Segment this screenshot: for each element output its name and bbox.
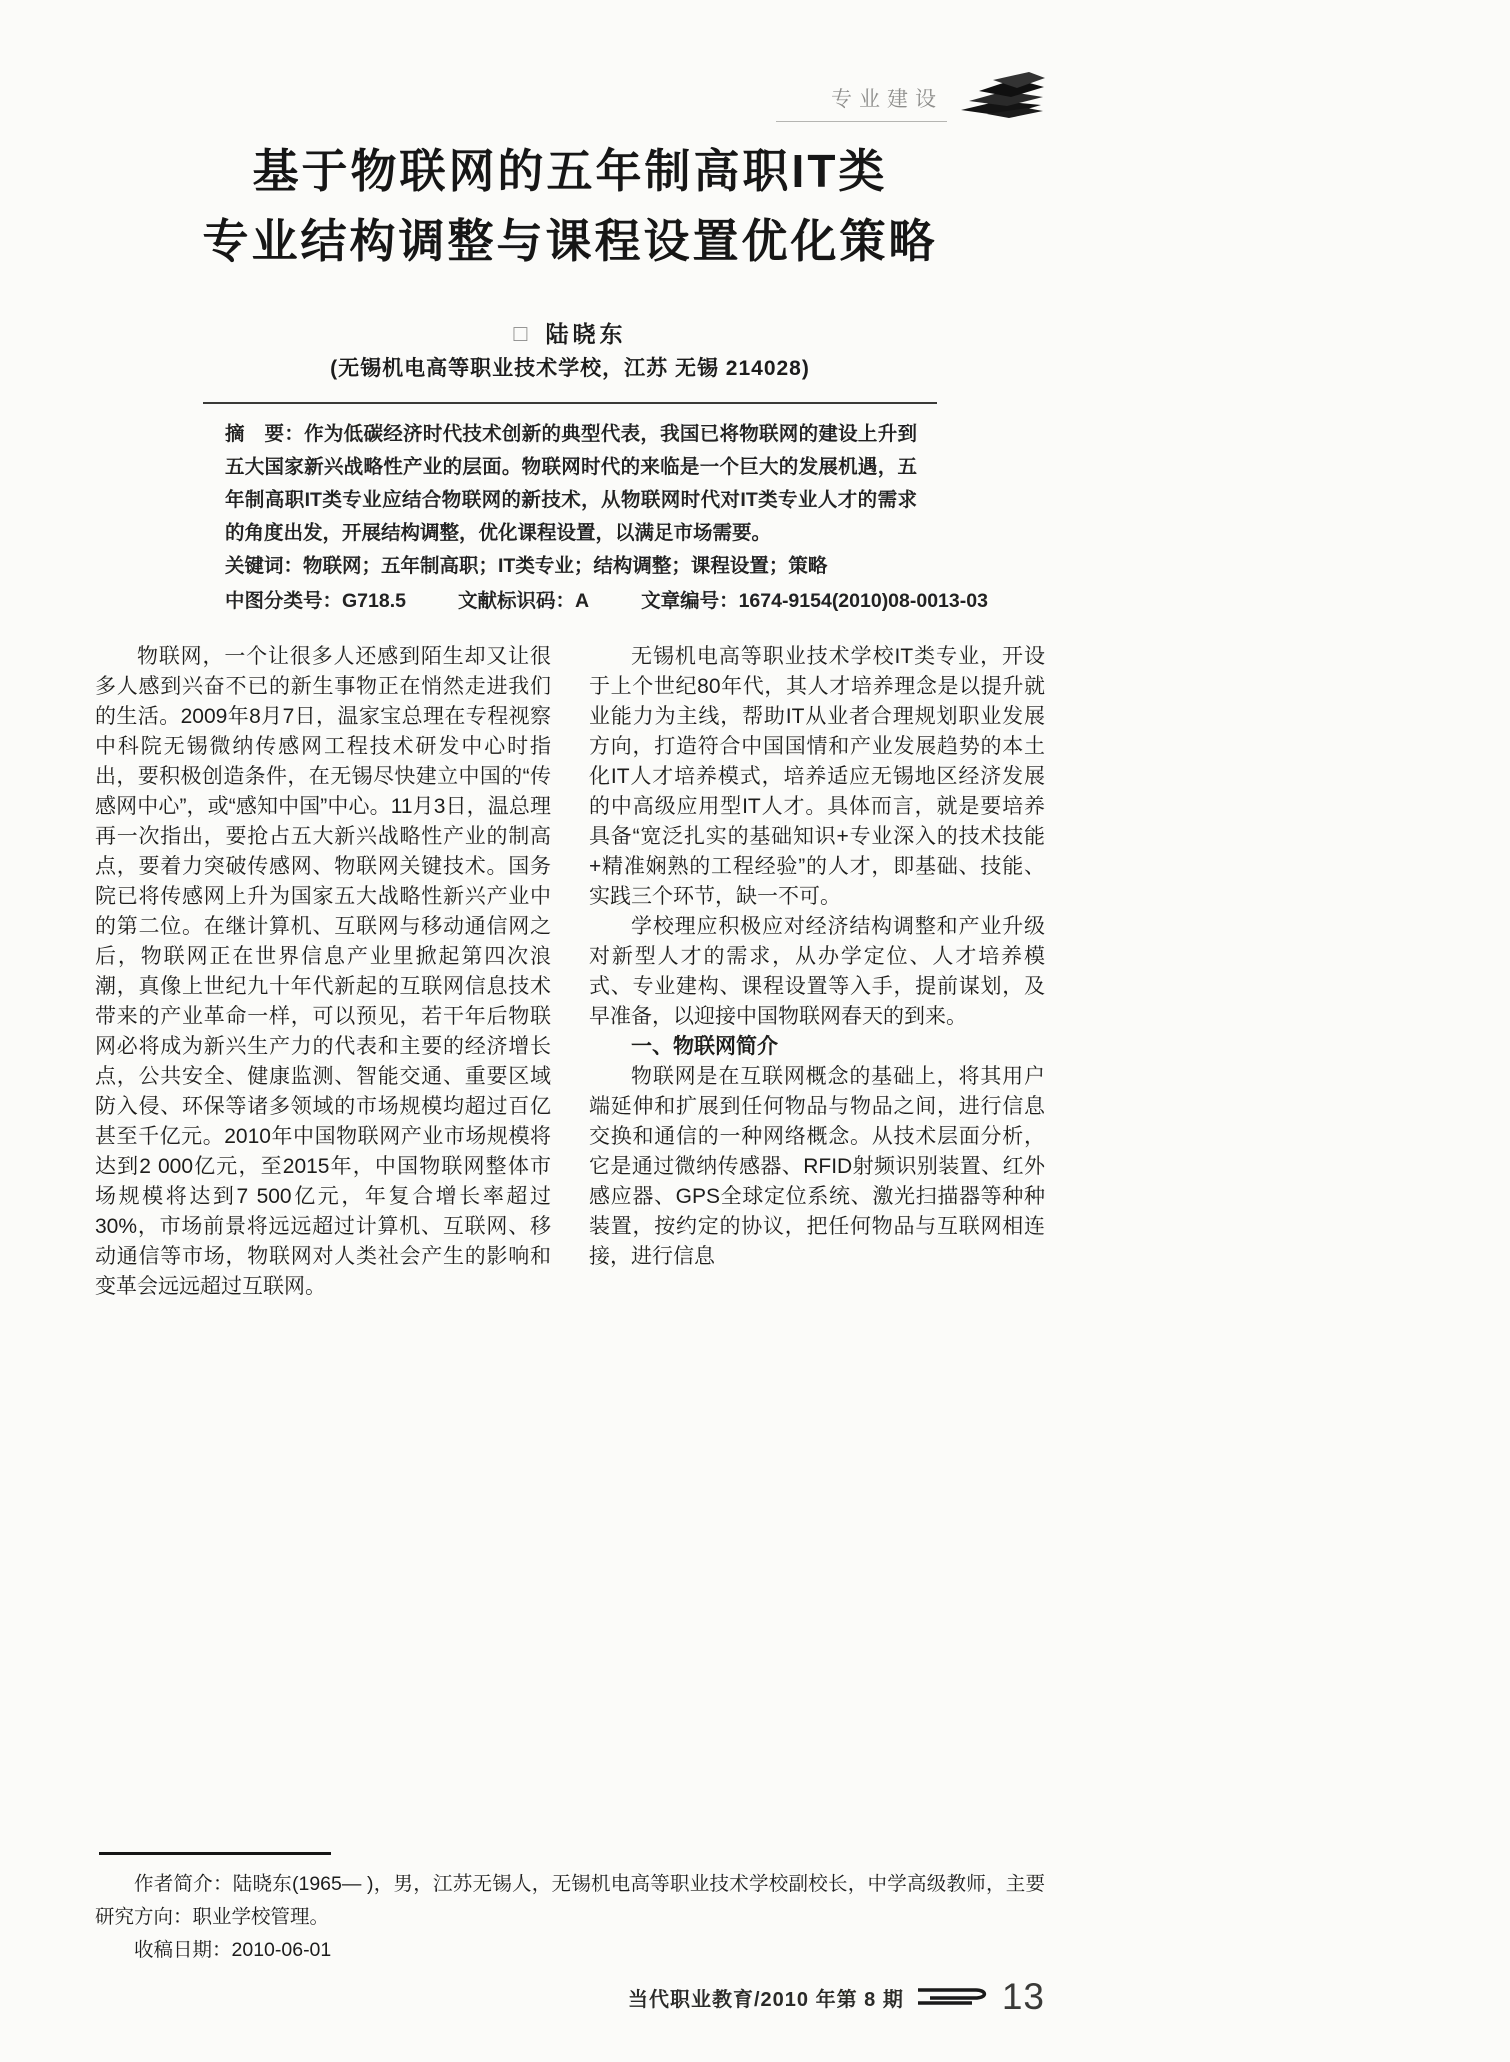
page-content <box>95 0 1045 2062</box>
abstract-divider-rule <box>203 402 937 404</box>
article-title-line2: 专业结构调整与课程设置优化策略 <box>202 215 938 267</box>
keywords-text: 物联网；五年制高职；IT类专业；结构调整；课程设置；策略 <box>303 555 828 577</box>
section-heading: 一、物联网简介 <box>631 1035 778 1058</box>
author-bio: 作者简介：陆晓东(1965— )，男，江苏无锡人，无锡机电高等职业技术学校副校长，中学高级教师，主要研究方向：职业学校管理。 <box>95 1873 1045 1928</box>
author-name: 陆晓东 <box>545 321 627 347</box>
page-number: 13 <box>1001 1976 1045 2017</box>
paragraph: 物联网是在互联网概念的基础上，将其用户端延伸和扩展到任何物品与物品之间，进行信息交换和通信的一种网络概念。从技术层面分析，它是通过微纳传感器、RFID射频识别装置、红外感应器、GPS全球定位系统、激光扫描器等种种装置，按约定的协议，把任何物品与互联网相连接，进行信息 <box>589 1065 1045 1268</box>
document-code: 文献标识码：A <box>457 590 590 612</box>
squiggle-lines-icon <box>916 1982 990 2013</box>
keywords-paragraph <box>225 550 917 583</box>
section-label: 专业建设 <box>776 83 947 122</box>
body-left-column <box>95 642 551 1302</box>
section-header <box>776 70 1045 122</box>
paragraph: 学校理应积极应对经济结构调整和产业升级对新型人才的需求，从办学定位、人才培养模式、专业建构、课程设置等入手，提前谋划，及早准备，以迎接中国物联网春天的到来。 <box>589 915 1045 1028</box>
keywords-label: 关键词： <box>225 555 304 577</box>
received-date: 收稿日期：2010-06-01 <box>134 1939 332 1961</box>
abstract-paragraph <box>225 418 917 550</box>
paragraph: 无锡机电高等职业技术学校IT类专业，开设于上个世纪80年代，其人才培养理念是以提升就业能力为主线，帮助IT从业者合理规划职业发展方向，打造符合中国国情和产业发展趋势的本土化IT人才培养模式，培养适应无锡地区经济发展的中高级应用型IT人才。具体而言，就是要培养具备“宽泛扎实的基础知识+专业深入的技术技能+精准娴熟的工程经验”的人才，即基础、技能、实践三个环节，缺一不可。 <box>589 645 1045 908</box>
article-title <box>95 136 1045 276</box>
journal-issue-label: 当代职业教育/2010 年第 8 期 <box>628 1988 904 2011</box>
clc-number: 中图分类号：G718.5 <box>225 590 406 612</box>
affiliation: (无锡机电高等职业技术学校，江苏 无锡 214028) <box>330 357 810 380</box>
paragraph: 物联网，一个让很多人还感到陌生却又让很多人感到兴奋不已的新生事物正在悄然走进我们的生活。2009年8月7日，温家宝总理在专程视察中科院无锡微纳传感网工程技术研发中心时指出，要积极创造条件，在无锡尽快建立中国的“传感网中心”，或“感知中国”中心。11月3日，温总理再一次指出，要抢占五大新兴战略性产业的制高点，要着力突破传感网、物联网关键技术。国务院已将传感网上升为国家五大战略性新兴产业中的第二位。在继计算机、互联网与移动通信网之后，物联网正在世界信息产业里掀起第四次浪潮，真像上世纪九十年代新起的互联网信息技术带来的产业革命一样，可以预见，若干年后物联网必将成为新兴生产力的代表和主要的经济增长点，公共安全、健康监测、智能交通、重要区域防入侵、环保等诸多领域的市场规模均超过百亿甚至千亿元。2010年中国物联网产业市场规模将达到2 000亿元，至2015年，中国物联网整体市场规模将达到7 500亿元，年复合增长率超过30%，市场前景将远远超过计算机、互联网、移动通信等市场，物联网对人类社会产生的影响和变革会远远超过互联网。 <box>95 645 551 1298</box>
abstract-block <box>225 418 988 618</box>
abstract-text: 作为低碳经济时代技术创新的典型代表，我国已将物联网的建设上升到五大国家新兴战略性产业的层面。物联网时代的来临是一个巨大的发展机遇，五年制高职IT类专业应结合物联网的新技术，从物联网时代对IT类专业人才的需求的角度出发，开展结构调整，优化课程设置，以满足市场需要。 <box>225 423 917 544</box>
byline <box>95 316 1045 349</box>
footnote-rule <box>99 1852 331 1855</box>
abstract-label: 摘 要： <box>225 423 305 445</box>
author-marker-icon: □ <box>513 320 532 346</box>
article-body <box>95 642 1045 1302</box>
footnote-block <box>95 1868 1045 1967</box>
article-title-line1: 基于物联网的五年制高职IT类 <box>252 145 888 197</box>
page-footer <box>628 1976 1045 2018</box>
body-right-column <box>589 642 1045 1302</box>
classification-row <box>225 585 988 618</box>
book-stack-icon <box>957 70 1045 122</box>
article-number: 文章编号：1674-9154(2010)08-0013-03 <box>641 590 988 612</box>
